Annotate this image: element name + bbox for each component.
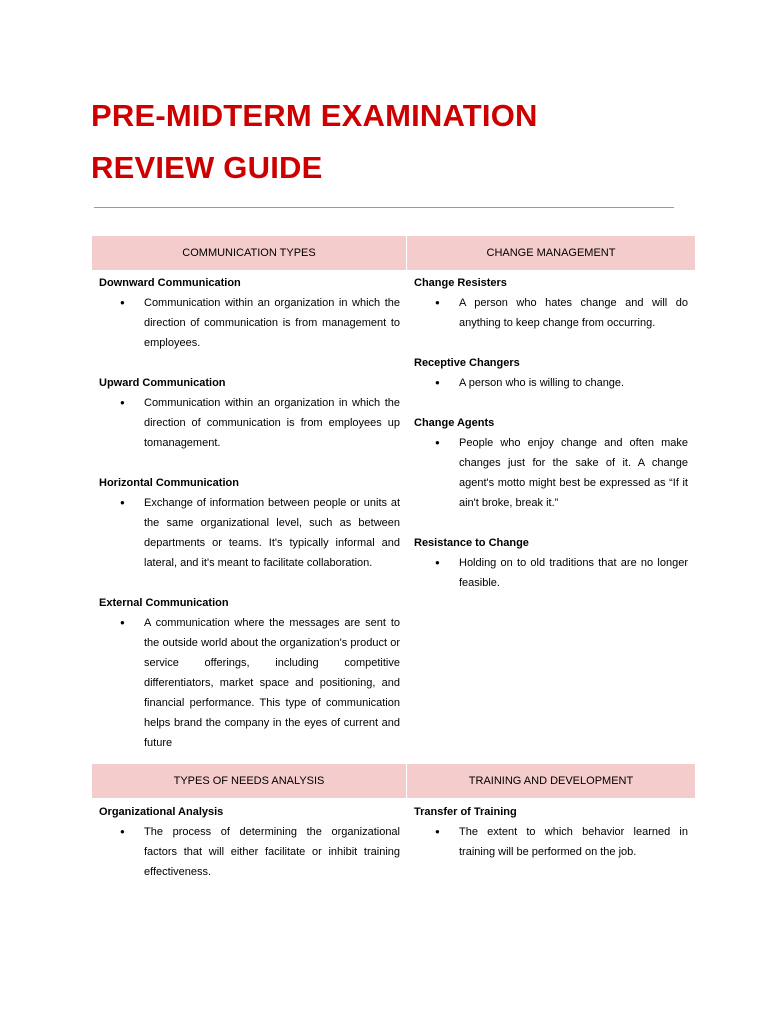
bullet-item bbox=[414, 553, 688, 593]
section bbox=[99, 473, 400, 573]
table1-right-header: CHANGE MANAGEMENT bbox=[407, 236, 695, 270]
bullet-item bbox=[414, 373, 688, 393]
bullet-icon: ● bbox=[120, 298, 125, 307]
bullet-text: The extent to which behavior learned in training will be performed on the job. bbox=[459, 826, 688, 858]
bullet-icon: ● bbox=[435, 298, 440, 307]
page-title bbox=[91, 90, 538, 194]
bullet-item bbox=[99, 393, 400, 453]
section-title: Horizontal Communication bbox=[99, 477, 239, 489]
bullet-text: A person who is willing to change. bbox=[459, 377, 625, 389]
table1-left-column bbox=[92, 270, 407, 753]
section bbox=[414, 413, 688, 513]
bullet-text: A communication where the messages are sent to the outside world about the organization's product or service offerings, including competitive differentiators, market space and positioning, and financial performance. This type of communication helps brand the company in the eyes of current and future bbox=[144, 617, 400, 749]
section bbox=[99, 593, 400, 753]
section bbox=[99, 802, 400, 882]
bullet-icon: ● bbox=[435, 378, 440, 387]
bullet-item bbox=[414, 433, 688, 513]
bullet-icon: ● bbox=[435, 438, 440, 447]
bullet-item bbox=[99, 293, 400, 353]
bullet-item bbox=[99, 493, 400, 573]
section-title: External Communication bbox=[99, 597, 229, 609]
bullet-text: The process of determining the organizational factors that will either facilitate or inhibit training effectiveness. bbox=[144, 826, 400, 878]
section-title: Downward Communication bbox=[99, 277, 241, 289]
table2-left-column bbox=[92, 799, 407, 882]
table2-left-header: TYPES OF NEEDS ANALYSIS bbox=[92, 764, 407, 798]
bullet-text: Communication within an organization in which the direction of communication is from employees up tomanagement. bbox=[144, 397, 400, 449]
section-title: Organizational Analysis bbox=[99, 806, 224, 818]
bullet-icon: ● bbox=[120, 398, 125, 407]
table2-header-row bbox=[92, 764, 695, 798]
title-line-1: PRE-MIDTERM EXAMINATION bbox=[91, 98, 538, 133]
section-title: Resistance to Change bbox=[414, 537, 529, 549]
section bbox=[99, 373, 400, 453]
section bbox=[414, 802, 688, 862]
title-line-2: REVIEW GUIDE bbox=[91, 150, 323, 185]
table1-left-header: COMMUNICATION TYPES bbox=[92, 236, 407, 270]
table2-right-column bbox=[407, 799, 695, 882]
table1-header-row bbox=[92, 236, 695, 270]
bullet-text: Exchange of information between people or units at the same organizational level, such as between departments or teams. It's typically informal and lateral, and it's meant to facilitate collaboration. bbox=[144, 497, 400, 569]
bullet-item bbox=[99, 613, 400, 753]
table2-body bbox=[92, 799, 695, 882]
bullet-text: Holding on to old traditions that are no longer feasible. bbox=[459, 557, 688, 589]
bullet-item bbox=[414, 822, 688, 862]
table2-right-header: TRAINING AND DEVELOPMENT bbox=[407, 764, 695, 798]
section-title: Transfer of Training bbox=[414, 806, 517, 818]
section-title: Change Agents bbox=[414, 417, 495, 429]
section bbox=[414, 273, 688, 333]
bullet-icon: ● bbox=[120, 618, 125, 627]
bullet-item bbox=[99, 822, 400, 882]
section-title: Receptive Changers bbox=[414, 357, 520, 369]
section-title: Change Resisters bbox=[414, 277, 507, 289]
bullet-icon: ● bbox=[120, 498, 125, 507]
bullet-icon: ● bbox=[435, 827, 440, 836]
table1-body bbox=[92, 270, 695, 753]
bullet-text: People who enjoy change and often make changes just for the sake of it. A change agent's motto might best be expressed as “If it ain't broke, break it.” bbox=[459, 437, 688, 509]
bullet-icon: ● bbox=[120, 827, 125, 836]
bullet-text: Communication within an organization in which the direction of communication is from management to employees. bbox=[144, 297, 400, 349]
bullet-text: A person who hates change and will do anything to keep change from occurring. bbox=[459, 297, 688, 329]
horizontal-rule bbox=[94, 207, 674, 208]
bullet-item bbox=[414, 293, 688, 333]
section bbox=[414, 533, 688, 593]
section bbox=[414, 353, 688, 393]
table1-right-column bbox=[407, 270, 695, 753]
section-title: Upward Communication bbox=[99, 377, 226, 389]
bullet-icon: ● bbox=[435, 558, 440, 567]
section bbox=[99, 273, 400, 353]
